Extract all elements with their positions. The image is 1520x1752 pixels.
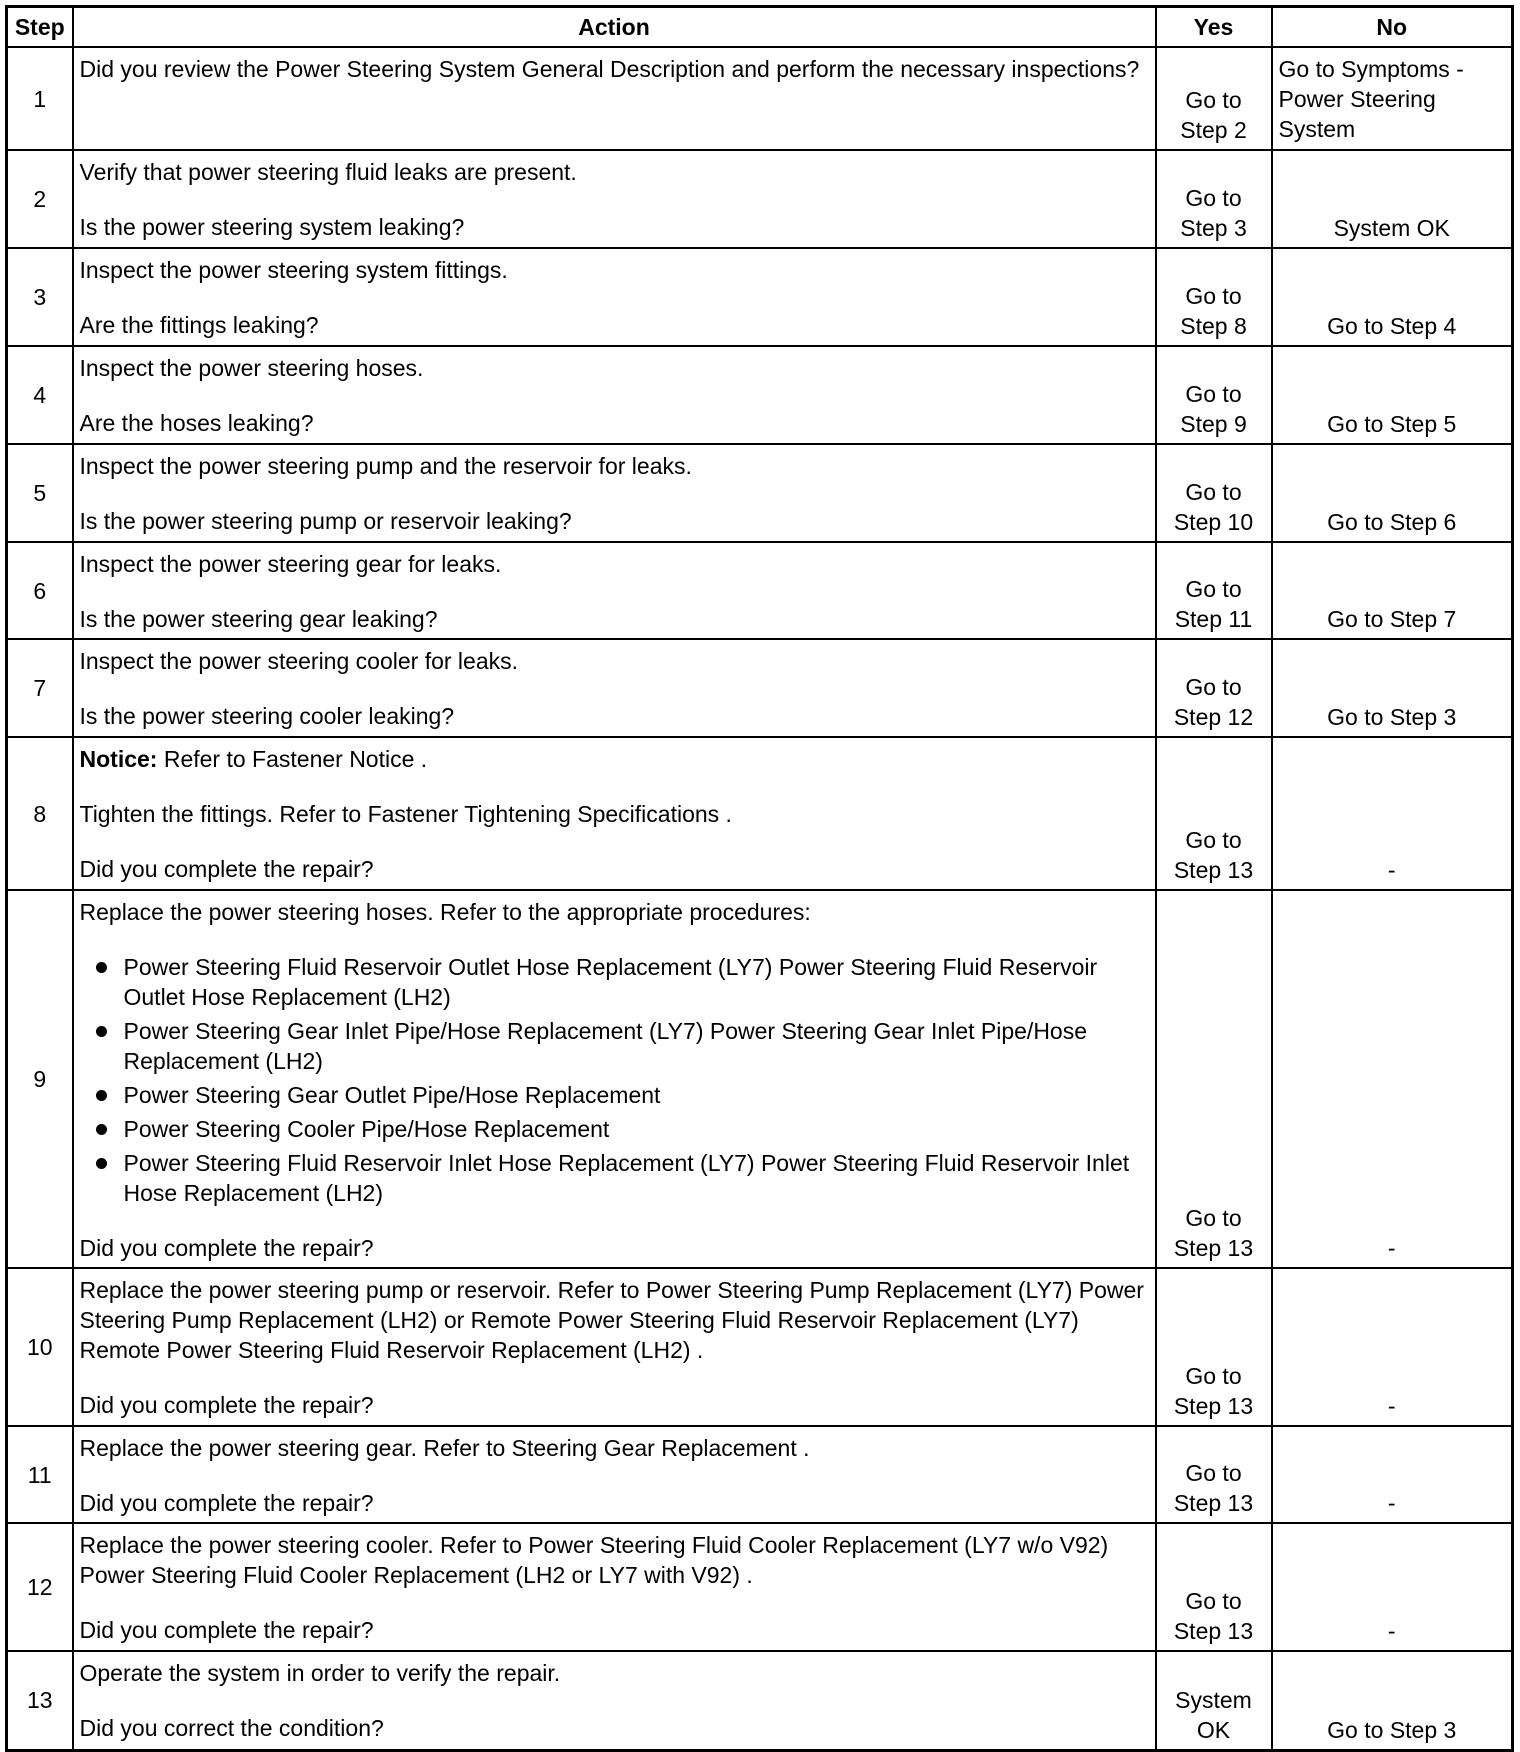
step-number: 12 xyxy=(7,1523,73,1651)
table-row xyxy=(7,1268,1513,1426)
procedure-link[interactable]: Power Steering Fluid Reservoir Inlet Hose Replacement (LY7) Power Steering Fluid Reservoir Inlet Hose Replacement (LH2) xyxy=(124,1148,1149,1208)
instruction-text: Inspect the power steering system fittings. xyxy=(79,257,508,283)
procedure-link[interactable]: Power Steering Fluid Reservoir Outlet Hose Replacement (LY7) Power Steering Fluid Reservoir Outlet Hose Replacement (LH2) xyxy=(124,952,1149,1012)
no-result: Go to Step 5 xyxy=(1272,346,1513,444)
procedure-list xyxy=(80,952,1149,1208)
question-text: Did you correct the condition? xyxy=(79,1715,384,1741)
action-cell xyxy=(73,639,1156,737)
yes-result: Go to Step 2 xyxy=(1156,47,1272,150)
yes-result: Go to Step 3 xyxy=(1156,150,1272,248)
question-text: Is the power steering pump or reservoir leaking? xyxy=(79,508,572,534)
action-cell xyxy=(73,346,1156,444)
step-number: 5 xyxy=(7,444,73,542)
instruction-text: Inspect the power steering hoses. xyxy=(79,355,424,381)
step-number: 1 xyxy=(7,47,73,150)
yes-result: Go to Step 8 xyxy=(1156,248,1272,346)
question-text: Did you complete the repair? xyxy=(79,856,374,882)
table-row xyxy=(7,150,1513,248)
table-row xyxy=(7,890,1513,1268)
step-number: 6 xyxy=(7,542,73,639)
action-cell xyxy=(73,542,1156,639)
action-cell xyxy=(73,737,1156,890)
procedure-link[interactable]: Power Steering Gear Inlet Pipe/Hose Replacement (LY7) Power Steering Gear Inlet Pipe/Hose Replacement (LH2) xyxy=(124,1016,1149,1076)
instruction-text: Replace the power steering hoses. Refer to the appropriate procedures: xyxy=(79,899,811,925)
diagnostic-table xyxy=(5,5,1514,1752)
action-cell xyxy=(73,47,1156,150)
procedure-link[interactable]: Power Steering Cooler Pipe/Hose Replacement xyxy=(124,1114,1149,1144)
step-number: 11 xyxy=(7,1426,73,1523)
instruction-text: Inspect the power steering pump and the reservoir for leaks. xyxy=(79,453,692,479)
instruction-text: Tighten the fittings. Refer to Fastener Tightening Specifications . xyxy=(79,801,732,827)
no-result: Go to Step 3 xyxy=(1272,639,1513,737)
yes-result: Go to Step 13 xyxy=(1156,1268,1272,1426)
no-result: - xyxy=(1272,737,1513,890)
no-result: Go to Symptoms - Power Steering System xyxy=(1272,47,1513,150)
yes-result: Go to Step 13 xyxy=(1156,1523,1272,1651)
yes-result: Go to Step 13 xyxy=(1156,890,1272,1268)
step-number: 2 xyxy=(7,150,73,248)
header-step: Step xyxy=(7,7,73,48)
step-number: 3 xyxy=(7,248,73,346)
no-result: - xyxy=(1272,1426,1513,1523)
step-number: 7 xyxy=(7,639,73,737)
question-text: Did you complete the repair? xyxy=(79,1490,374,1516)
step-number: 4 xyxy=(7,346,73,444)
instruction-text: Operate the system in order to verify the repair. xyxy=(79,1660,561,1686)
table-row xyxy=(7,1523,1513,1651)
instruction-text: Did you review the Power Steering System General Description and perform the necessary inspections? xyxy=(79,56,1140,82)
no-result: Go to Step 4 xyxy=(1272,248,1513,346)
action-cell xyxy=(73,890,1156,1268)
step-number: 13 xyxy=(7,1651,73,1750)
action-cell xyxy=(73,1268,1156,1426)
question-text: Is the power steering system leaking? xyxy=(79,214,465,240)
action-cell xyxy=(73,1651,1156,1750)
table-row xyxy=(7,248,1513,346)
instruction-text: Replace the power steering pump or reservoir. Refer to Power Steering Pump Replacement (LY7) Power Steering Pump Replacement (LH2) or Remote Power Steering Fluid Reservoir Replacement (LY7) Remote Power Steering Fluid Reservoir Replacement (LH2) . xyxy=(79,1277,1144,1363)
table-row xyxy=(7,1426,1513,1523)
no-result: Go to Step 3 xyxy=(1272,1651,1513,1750)
question-text: Is the power steering cooler leaking? xyxy=(79,703,455,729)
action-cell xyxy=(73,248,1156,346)
step-number: 9 xyxy=(7,890,73,1268)
action-cell xyxy=(73,1523,1156,1651)
yes-result: Go to Step 13 xyxy=(1156,737,1272,890)
table-row xyxy=(7,47,1513,150)
step-number: 10 xyxy=(7,1268,73,1426)
table-row xyxy=(7,737,1513,890)
header-action: Action xyxy=(73,7,1156,48)
table-row xyxy=(7,444,1513,542)
no-result: Go to Step 7 xyxy=(1272,542,1513,639)
question-text: Did you complete the repair? xyxy=(79,1617,374,1643)
yes-result: Go to Step 10 xyxy=(1156,444,1272,542)
action-cell xyxy=(73,444,1156,542)
yes-result: Go to Step 11 xyxy=(1156,542,1272,639)
table-row xyxy=(7,542,1513,639)
header-no: No xyxy=(1272,7,1513,48)
yes-result: Go to Step 13 xyxy=(1156,1426,1272,1523)
procedure-link[interactable]: Power Steering Gear Outlet Pipe/Hose Replacement xyxy=(124,1080,1149,1110)
question-text: Is the power steering gear leaking? xyxy=(79,606,438,632)
table-row xyxy=(7,1651,1513,1750)
yes-result: Go to Step 9 xyxy=(1156,346,1272,444)
no-result: - xyxy=(1272,1268,1513,1426)
table-row xyxy=(7,346,1513,444)
action-cell xyxy=(73,150,1156,248)
instruction-text: Inspect the power steering cooler for leaks. xyxy=(79,648,519,674)
question-text: Did you complete the repair? xyxy=(79,1235,374,1261)
no-result: Go to Step 6 xyxy=(1272,444,1513,542)
instruction-text: Replace the power steering gear. Refer to Steering Gear Replacement . xyxy=(79,1435,810,1461)
notice-paragraph xyxy=(80,744,1149,774)
no-result: - xyxy=(1272,1523,1513,1651)
notice-label: Notice: xyxy=(79,746,158,772)
notice-text: Refer to Fastener Notice . xyxy=(157,746,428,772)
question-text: Did you complete the repair? xyxy=(79,1392,374,1418)
question-text: Are the hoses leaking? xyxy=(79,410,314,436)
yes-result: System OK xyxy=(1156,1651,1272,1750)
step-number: 8 xyxy=(7,737,73,890)
no-result: System OK xyxy=(1272,150,1513,248)
table-row xyxy=(7,639,1513,737)
yes-result: Go to Step 12 xyxy=(1156,639,1272,737)
question-text: Are the fittings leaking? xyxy=(79,312,319,338)
instruction-text: Verify that power steering fluid leaks are present. xyxy=(79,159,577,185)
header-yes: Yes xyxy=(1156,7,1272,48)
instruction-text: Replace the power steering cooler. Refer to Power Steering Fluid Cooler Replacement (LY7 w/o V92) Power Steering Fluid Cooler Replacement (LH2 or LY7 with V92) . xyxy=(79,1532,1109,1588)
instruction-text: Inspect the power steering gear for leaks. xyxy=(79,551,502,577)
action-cell xyxy=(73,1426,1156,1523)
no-result: - xyxy=(1272,890,1513,1268)
header-row xyxy=(7,7,1513,48)
